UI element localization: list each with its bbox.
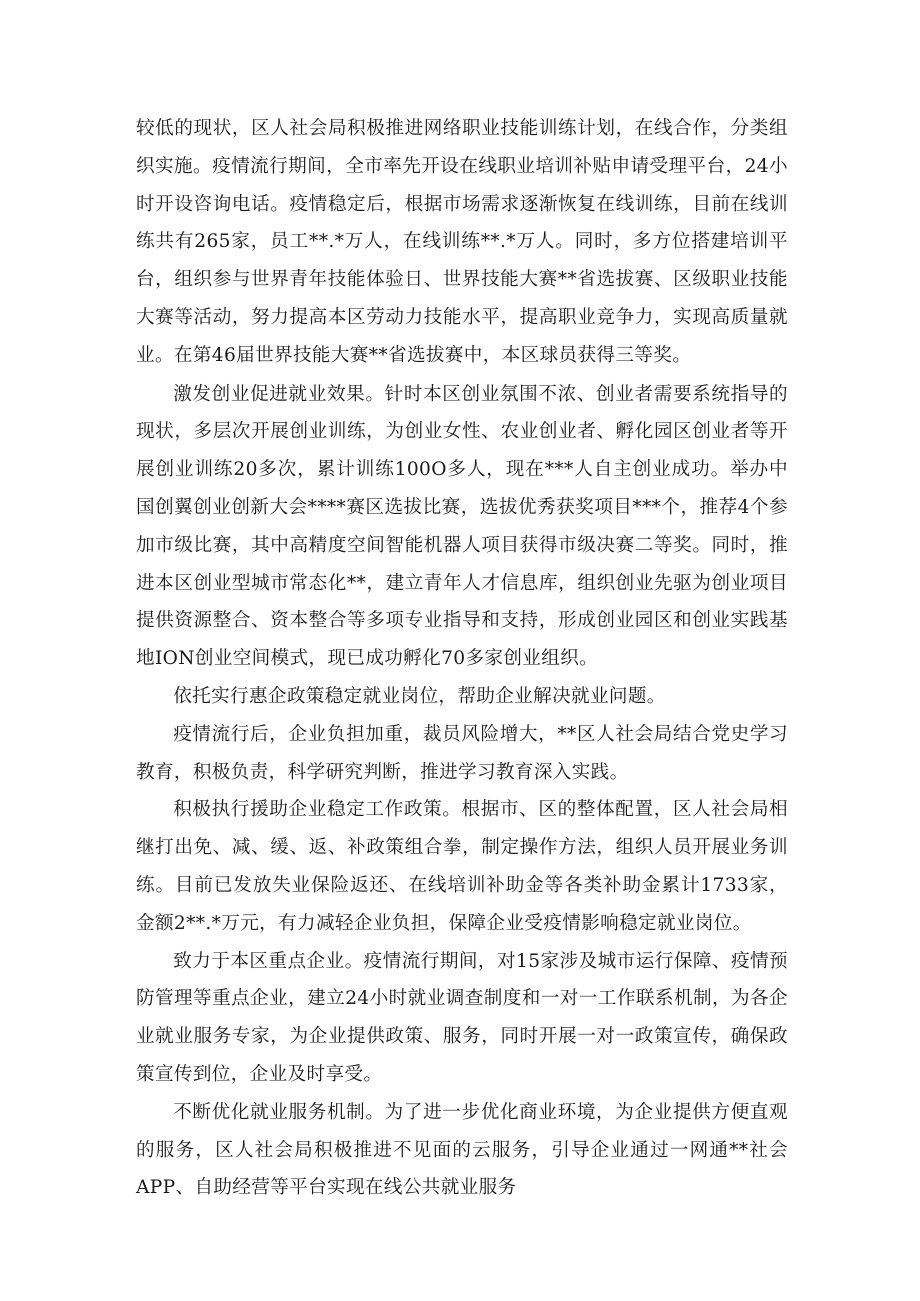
paragraph-service-mechanism: 不断优化就业服务机制。为了进一步优化商业环境，为企业提供方便直观的服务，区人社会局积极推进不见面的云服务，引导企业通过一网通**社会APP、自助经营等平台实现在线公共就业服务: [136, 1101, 788, 1199]
paragraph-policy-heading: 依托实行惠企政策稳定就业岗位，帮助企业解决就业问题。: [173, 685, 666, 707]
document-body: [136, 110, 788, 1207]
paragraph-skills-training: 较低的现状，区人社会局积极推进网络职业技能训练计划，在线合作，分类组织实施。疫情流行期间，全市率先开设在线职业培训补贴申请受理平台，24小时开设咨询电话。疫情稳定后，根据市场需求逐渐恢复在线训练，目前在线训练共有265家，员工**.*万人，在线训练**.*万人。同时，多方位搭建培训平台，组织参与世界青年技能体验日、世界技能大赛**省选拔赛、区级职业技能大赛等活动，努力提高本区劳动力技能水平，提高职业竞争力，实现高质量就业。在第46届世界技能大赛**省选拔赛中，本区球员获得三等奖。: [136, 118, 788, 366]
paragraph-pandemic-burden: 疫情流行后，企业负担加重，裁员风险增大，**区人社会局结合党史学习教育，积极负责，科学研究判断，推进学习教育深入实践。: [136, 723, 788, 783]
paragraph-assistance-policy: 积极执行援助企业稳定工作政策。根据市、区的整体配置，区人社会局相继打出免、减、缓、返、补政策组合拳，制定操作方法，组织人员开展业务训练。目前已发放失业保险返还、在线培训补助金等各类补助金累计1733家，金额2**.*万元，有力减轻企业负担，保障企业受疫情影响稳定就业岗位。: [136, 799, 788, 934]
paragraph-key-enterprises: 致力于本区重点企业。疫情流行期间，对15家涉及城市运行保障、疫情预防管理等重点企业，建立24小时就业调查制度和一对一工作联系机制，为各企业就业服务专家，为企业提供政策、服务，同时开展一对一政策宣传，确保政策宣传到位，企业及时享受。: [136, 950, 788, 1085]
paragraph-entrepreneurship: 激发创业促进就业效果。针时本区创业氛围不浓、创业者需要系统指导的现状，多层次开展创业训练，为创业女性、农业创业者、孵化园区创业者等开展创业训练20多次，累计训练100O多人，现在***人自主创业成功。举办中国创翼创业创新大会****赛区选拔比赛，选拔优秀获奖项目***个，推荐4个参加市级比赛，其中高精度空间智能机器人项目获得市级决赛二等奖。同时，推进本区创业型城市常态化**，建立青年人才信息库，组织创业先驱为创业项目提供资源整合、资本整合等多项专业指导和支持，形成创业园区和创业实践基地ION创业空间模式，现已成功孵化70多家创业组织。: [136, 383, 788, 670]
